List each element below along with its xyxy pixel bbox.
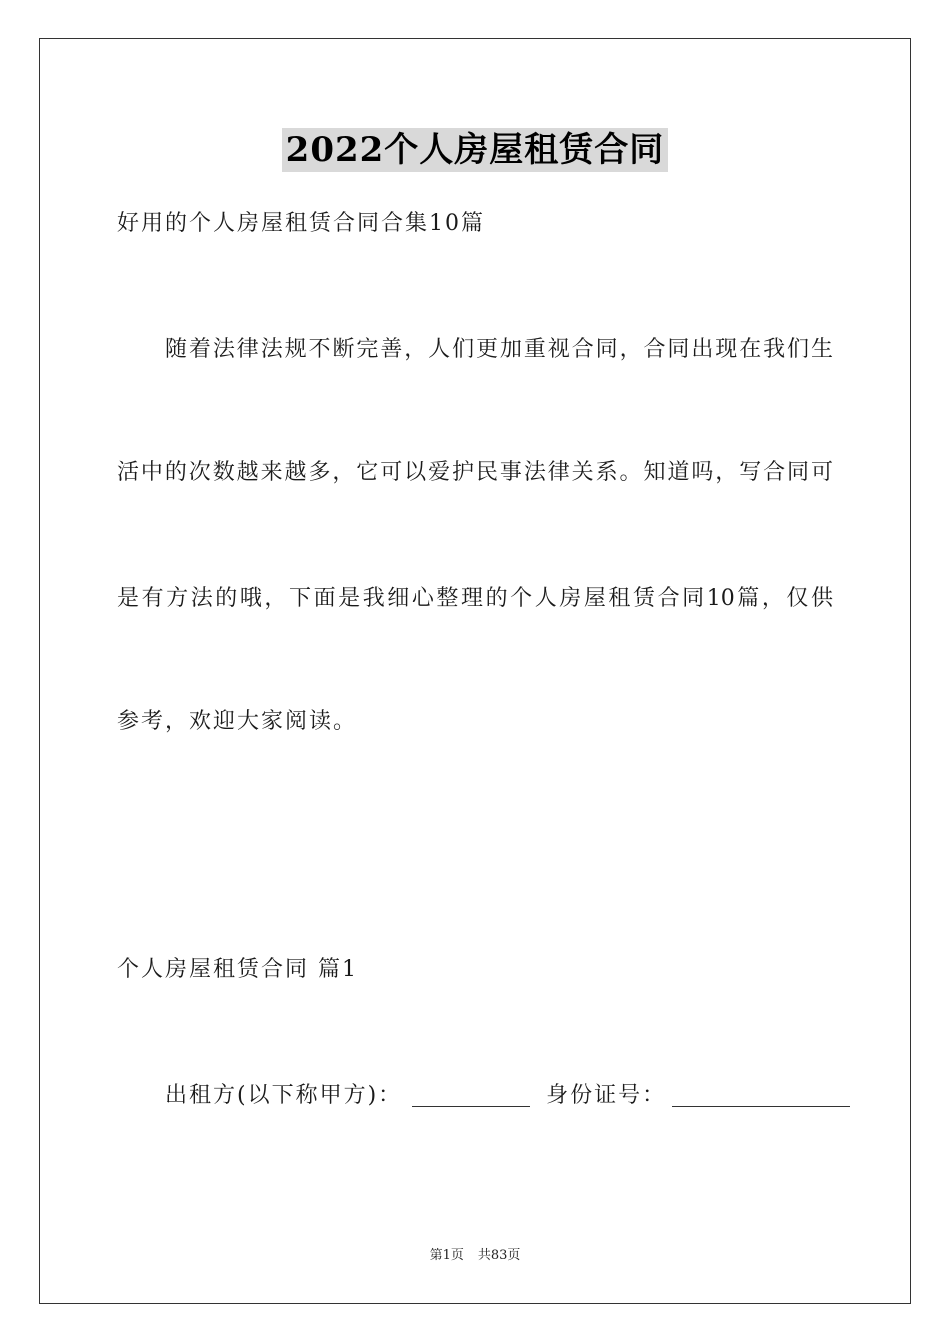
lessor-label: 出租方(以下称甲方)： [165,1083,403,1108]
page-footer [0,1247,950,1265]
title-container [0,128,950,172]
intro-line-1: 随着法律法规不断完善，人们更加重视合同，合同出现在我们生 [165,337,833,362]
document-title: 2022个人房屋租赁合同 [282,128,669,172]
id-number-blank[interactable] [672,1084,850,1107]
intro-line-3: 是有方法的哦，下面是我细心整理的个人房屋租赁合同10篇，仅供 [117,586,833,611]
lessor-info-line [165,1081,850,1111]
intro-line-4: 参考，欢迎大家阅读。 [117,709,358,734]
id-number-label: 身份证号： [546,1083,667,1108]
section-heading: 个人房屋租赁合同 篇1 [117,957,358,982]
document-subtitle: 好用的个人房屋租赁合同合集10篇 [117,211,485,236]
lessor-name-blank[interactable] [412,1084,530,1107]
page-number: 第1页 [429,1248,464,1263]
page-total: 共83页 [477,1248,521,1263]
intro-line-2: 活中的次数越来越多，它可以爱护民事法律关系。知道吗，写合同可 [117,460,833,485]
